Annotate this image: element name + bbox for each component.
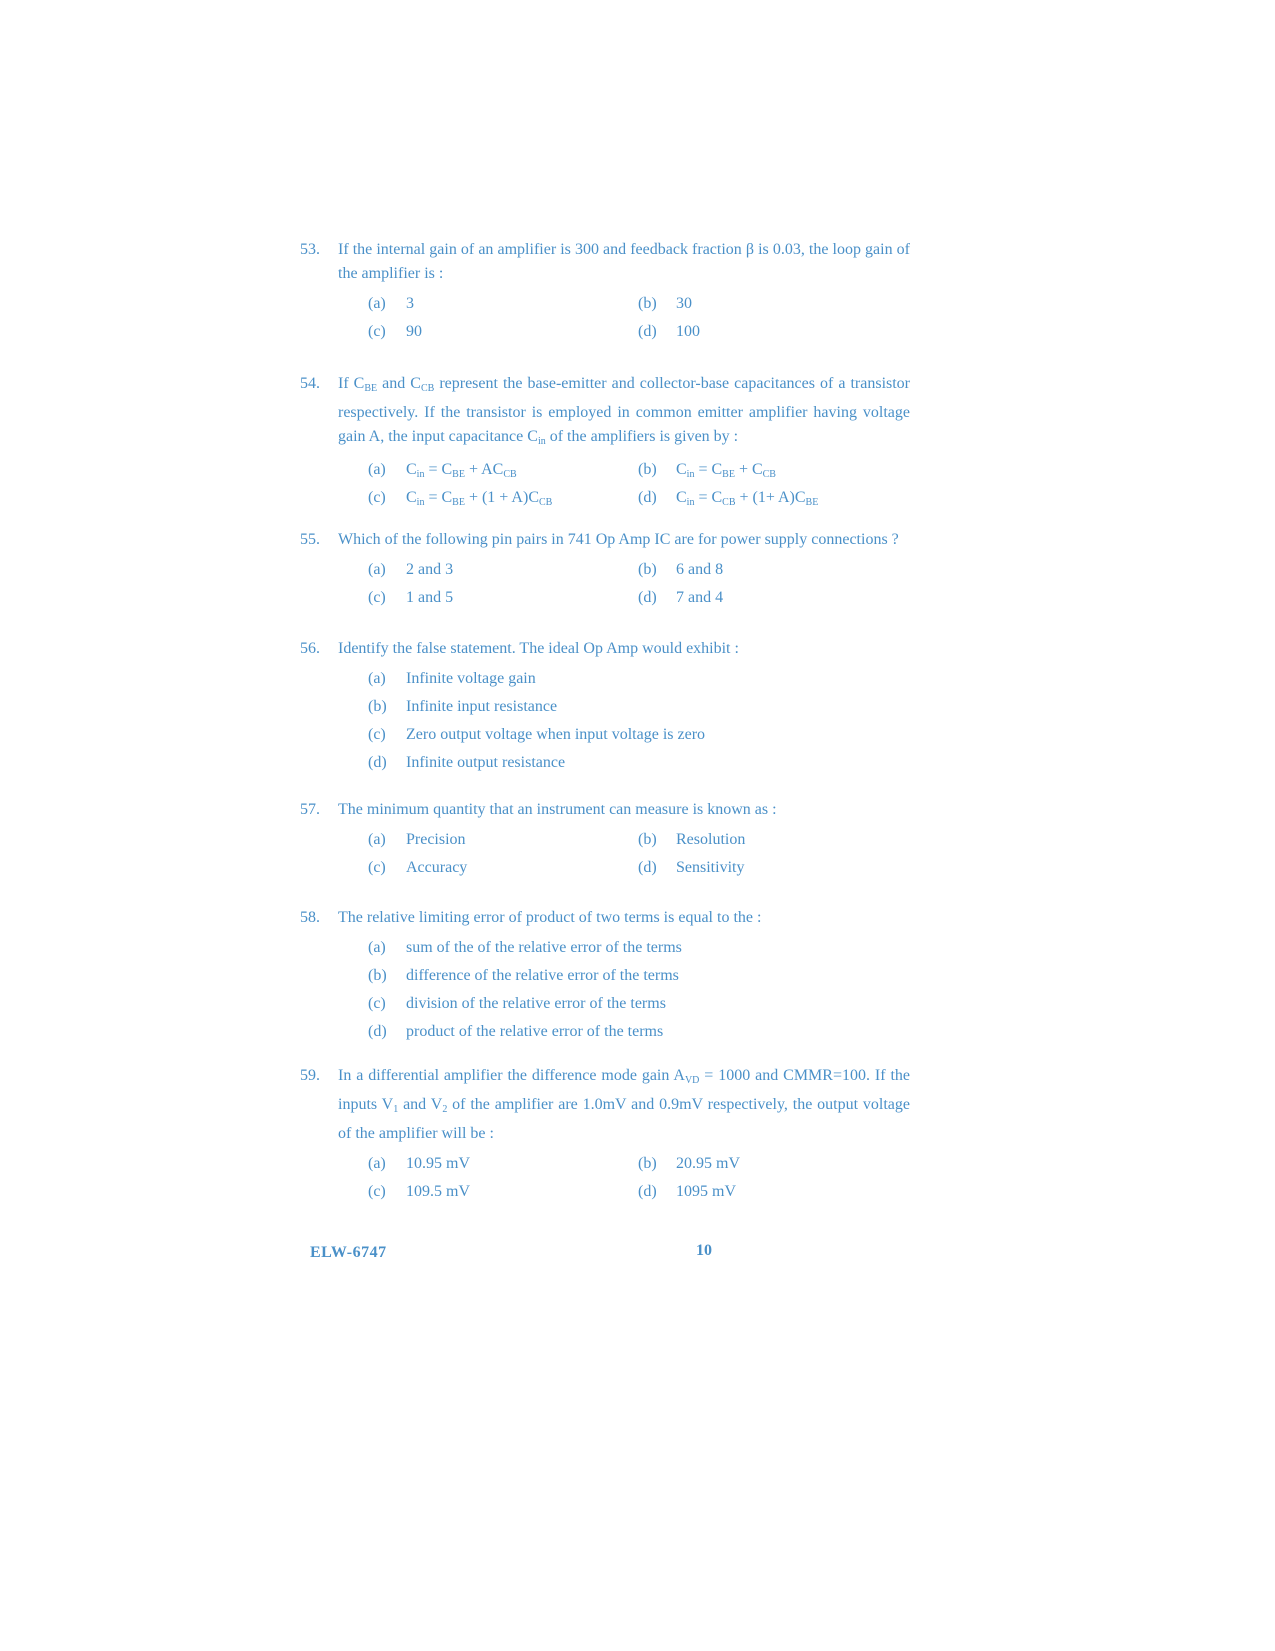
option-b: (b) 20.95 mV [638,1155,740,1172]
option-d: (d) product of the relative error of the terms [368,1023,664,1040]
option-d: (d) Infinite output resistance [368,754,566,771]
option-c: (c) 90 [368,323,422,340]
question-text: Which of the following pin pairs in 741 Op Amp IC are for power supply connections ? [338,531,899,548]
option-a: (a) sum of the of the relative error of the terms [368,939,682,956]
option-d: (d) Sensitivity [638,859,745,876]
option-c: (c) $C_{in} = C_{BE} + (1 + A)C_{CB}$ [368,488,553,508]
option-b: (b) 30 [638,295,692,312]
question-59 [300,1064,910,1206]
question-number: 57. [300,801,320,818]
question-58 [300,906,910,1046]
question-number: 55. [300,531,320,548]
question-text: If the internal gain of an amplifier is 300 and feedback fraction β is 0.03, the loop gain of the amplifier is : [338,241,910,282]
question-54 [300,372,910,514]
options-grid [368,458,910,514]
options-list [368,934,910,1046]
question-text: If $C_{BE}$ and $C_{CB}$ represent the base-emitter and collector-base capacitances of a transistor respectively. If the transistor is employed in common emitter amplifier having voltage gain A, the input capacitance $C_{in}$ of the amplifiers is given by : [338,375,911,447]
option-b: (b) Resolution [638,831,746,848]
question-number: 53. [300,241,320,258]
option-d: (d) $C_{in} = C_{CB} + (1+ A)C_{BE}$ [638,488,819,508]
paper-code: ELW-6747 [310,1244,387,1261]
option-b: (b) difference of the relative error of the terms [368,967,679,984]
question-57 [300,798,910,882]
question-text: Identify the false statement. The ideal Op Amp would exhibit : [338,640,739,657]
option-a: (a) Infinite voltage gain [368,670,536,687]
option-b: (b) Infinite input resistance [368,698,558,715]
question-53 [300,238,910,346]
question-text: In a differential amplifier the difference mode gain $A_{VD} = 1000$ and CMMR=100. If the inputs $V_1$ and $V_2$ of the amplifier are 1.0mV and 0.9mV respectively, the output voltage of the amplifier will be : [338,1067,911,1142]
option-c: (c) division of the relative error of the terms [368,995,666,1012]
question-56 [300,637,910,777]
option-b: (b) 6 and 8 [638,561,724,578]
question-55 [300,528,910,612]
option-c: (c) 109.5 mV [368,1183,470,1200]
option-d: (d) 1095 mV [638,1183,736,1200]
question-number: 56. [300,640,320,657]
options-grid [368,1150,910,1206]
options-grid [368,556,910,612]
question-text: The minimum quantity that an instrument can measure is known as : [338,801,777,818]
option-d: (d) 7 and 4 [638,589,724,606]
option-c: (c) Accuracy [368,859,468,876]
option-a: (a) 2 and 3 [368,561,454,578]
question-number: 59. [300,1067,320,1084]
option-a: (a) 10.95 mV [368,1155,470,1172]
option-b: (b) $C_{in} = C_{BE} + C_{CB}$ [638,460,776,480]
option-a: (a) 3 [368,295,414,312]
option-a: (a) Precision [368,831,466,848]
question-text: The relative limiting error of product of two terms is equal to the : [338,909,762,926]
option-c: (c) Zero output voltage when input voltage is zero [368,726,706,743]
option-c: (c) 1 and 5 [368,589,454,606]
page-number: 10 [696,1242,712,1259]
option-a: (a) $C_{in} = C_{BE} + AC_{CB}$ [368,460,517,480]
question-number: 54. [300,375,320,392]
question-number: 58. [300,909,320,926]
options-grid [368,290,910,346]
options-list [368,665,910,777]
options-grid [368,826,910,882]
option-d: (d) 100 [638,323,700,340]
